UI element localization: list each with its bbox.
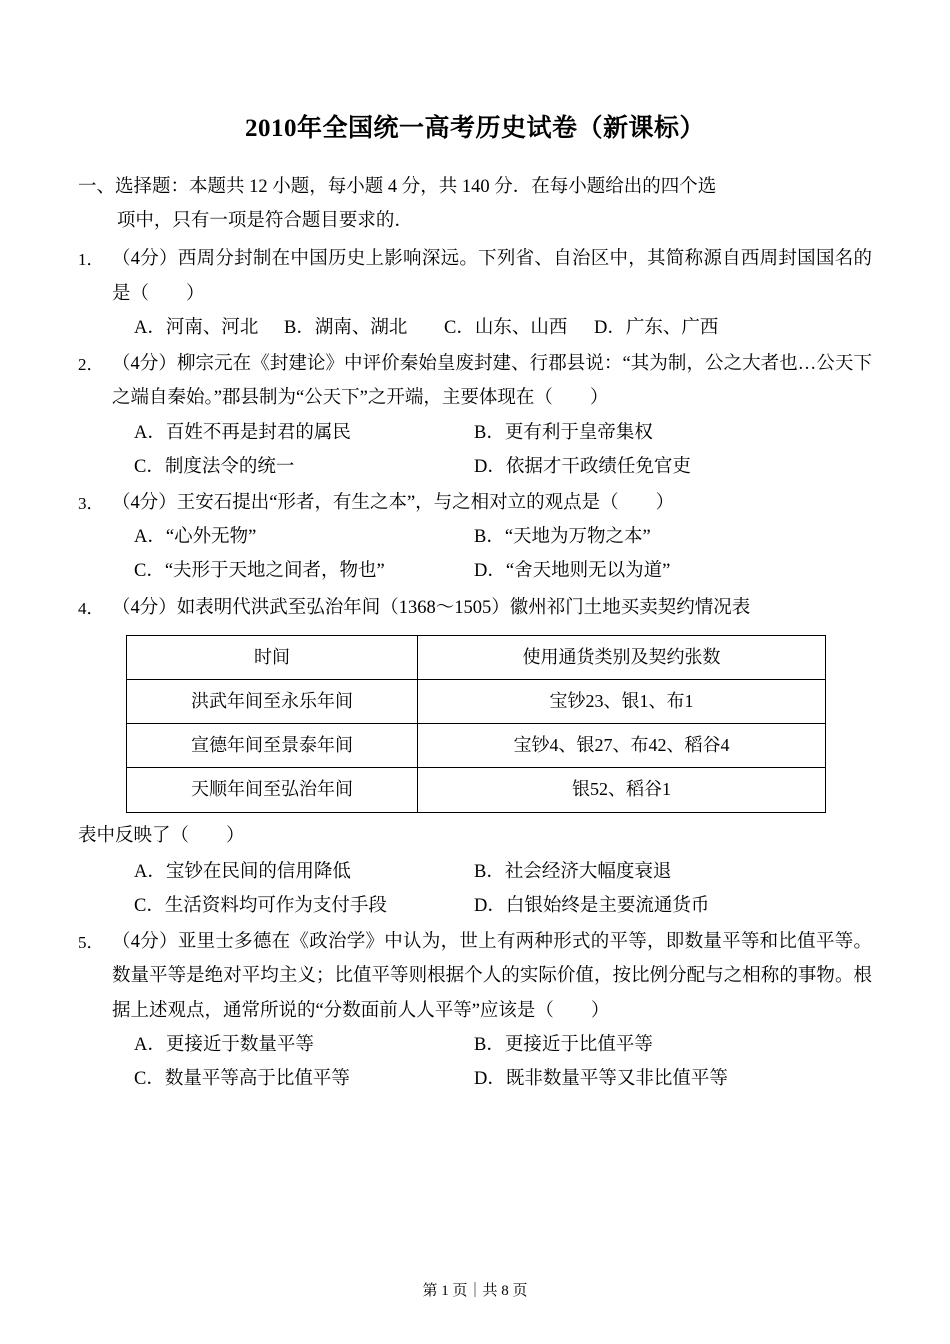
section-heading-line2: 项中，只有一项是符合题目要求的． — [116, 211, 413, 232]
question-4-option-b[interactable]: B．社会经济大幅度衰退 — [474, 861, 672, 882]
question-1-options-row — [112, 311, 872, 345]
question-1-option-c[interactable]: C．山东、山西 — [444, 317, 568, 338]
question-5-body — [78, 925, 872, 1028]
question-2 — [78, 347, 872, 484]
question-2-option-d[interactable]: D．依据才干政绩任免官吏 — [474, 456, 691, 477]
question-5-option-b[interactable]: B．更接近于比值平等 — [474, 1034, 653, 1055]
question-4-number: 4． — [78, 598, 104, 618]
question-3-option-a[interactable]: A．“心外无物” — [134, 527, 257, 548]
question-3-options-row-1 — [112, 520, 872, 554]
question-4-option-a[interactable]: A．宝钞在民间的信用降低 — [134, 861, 351, 882]
table-row — [127, 724, 826, 768]
table-row — [127, 768, 826, 812]
question-5-option-c[interactable]: C．数量平等高于比值平等 — [134, 1069, 350, 1090]
question-4-option-c[interactable]: C．生活资料均可作为支付手段 — [134, 896, 387, 917]
question-2-body — [78, 347, 872, 415]
table-row — [127, 680, 826, 724]
question-4-body — [78, 591, 872, 625]
question-4-options-row-2 — [112, 889, 872, 923]
question-4-option-d[interactable]: D．白银始终是主要流通货币 — [474, 896, 710, 917]
question-1-options — [112, 311, 872, 345]
question-3-options — [112, 520, 872, 588]
question-2-text: （4分）柳宗元在《封建论》中评价秦始皇废封建、行郡县说：“其为制，公之大者也…公天下之端自秦始。”郡县制为“公天下”之开端，主要体现在（ ） — [112, 354, 872, 409]
question-3-number: 3． — [78, 493, 104, 513]
question-3-option-c[interactable]: C．“夫形于天地之间者，物也” — [134, 561, 385, 582]
question-2-options-row-1 — [112, 416, 872, 450]
question-2-option-a[interactable]: A．百姓不再是封君的属民 — [134, 422, 351, 443]
table-cell-value-3: 银52、稻谷1 — [418, 768, 826, 812]
question-2-number: 2． — [78, 355, 104, 375]
question-1-number: 1． — [78, 250, 104, 270]
question-3 — [78, 486, 872, 589]
question-5 — [78, 925, 872, 1096]
table-header-time: 时间 — [127, 635, 418, 679]
section-heading — [78, 170, 872, 238]
question-5-text: （4分）亚里士多德在《政治学》中认为，世上有两种形式的平等，即数量平等和比值平等。数量平等是绝对平均主义；比值平等则根据个人的实际价值，按比例分配与之相称的事物。根据上述观点，通常所说的“分数面前人人平等”应该是（ ） — [112, 932, 872, 1021]
question-1-option-a[interactable]: A．河南、河北 — [134, 317, 259, 338]
page-footer: 第 1 页｜共 8 页 — [422, 1283, 528, 1299]
question-4 — [78, 591, 872, 924]
question-3-options-row-2 — [112, 554, 872, 588]
table-cell-value-1: 宝钞23、银1、布1 — [418, 680, 826, 724]
question-5-options-row-2 — [112, 1062, 872, 1096]
table-cell-period-1: 洪武年间至永乐年间 — [127, 680, 418, 724]
question-1 — [78, 242, 872, 345]
page-title: 2010年全国统一高考历史试卷（新课标） — [244, 115, 705, 142]
question-3-body — [78, 486, 872, 520]
question-1-option-d[interactable]: D．广东、广西 — [594, 317, 719, 338]
question-2-options-row-2 — [112, 450, 872, 484]
question-5-option-a[interactable]: A．更接近于数量平等 — [134, 1034, 314, 1055]
question-1-body — [78, 242, 872, 310]
question-1-option-b[interactable]: B．湖南、湖北 — [284, 317, 408, 338]
question-3-text: （4分）王安石提出“形者，有生之本”，与之相对立的观点是（ ） — [112, 492, 675, 513]
land-contract-table — [126, 635, 826, 813]
table-cell-period-3: 天顺年间至弘治年间 — [127, 768, 418, 812]
question-4-options — [112, 855, 872, 923]
question-3-option-d[interactable]: D．“舍天地则无以为道” — [474, 561, 671, 582]
section-heading-line1: 一、选择题：本题共 12 小题，每小题 4 分，共 140 分．在每小题给出的四个选 — [78, 177, 717, 197]
question-5-option-d[interactable]: D．既非数量平等又非比值平等 — [474, 1069, 728, 1090]
question-2-options — [112, 416, 872, 484]
question-5-options-row-1 — [112, 1028, 872, 1062]
question-5-options — [112, 1028, 872, 1096]
question-5-number: 5． — [78, 933, 104, 953]
table-header-currency: 使用通货类别及契约张数 — [418, 635, 826, 679]
table-header-row — [127, 635, 826, 679]
table-cell-period-2: 宣德年间至景泰年间 — [127, 724, 418, 768]
table-cell-value-2: 宝钞4、银27、布42、稻谷4 — [418, 724, 826, 768]
question-4-prompt: 表中反映了（ ） — [78, 825, 245, 846]
question-2-option-c[interactable]: C．制度法令的统一 — [134, 456, 295, 477]
question-1-text: （4分）西周分封制在中国历史上影响深远。下列省、自治区中，其简称源自西周封国国名的是（ ） — [112, 249, 872, 304]
question-2-option-b[interactable]: B．更有利于皇帝集权 — [474, 422, 653, 443]
question-4-text: （4分）如表明代洪武至弘治年间（1368～1505）徽州祁门土地买卖契约情况表 — [112, 597, 751, 618]
question-3-option-b[interactable]: B．“天地为万物之本” — [474, 527, 651, 548]
question-4-options-row-1 — [112, 855, 872, 889]
